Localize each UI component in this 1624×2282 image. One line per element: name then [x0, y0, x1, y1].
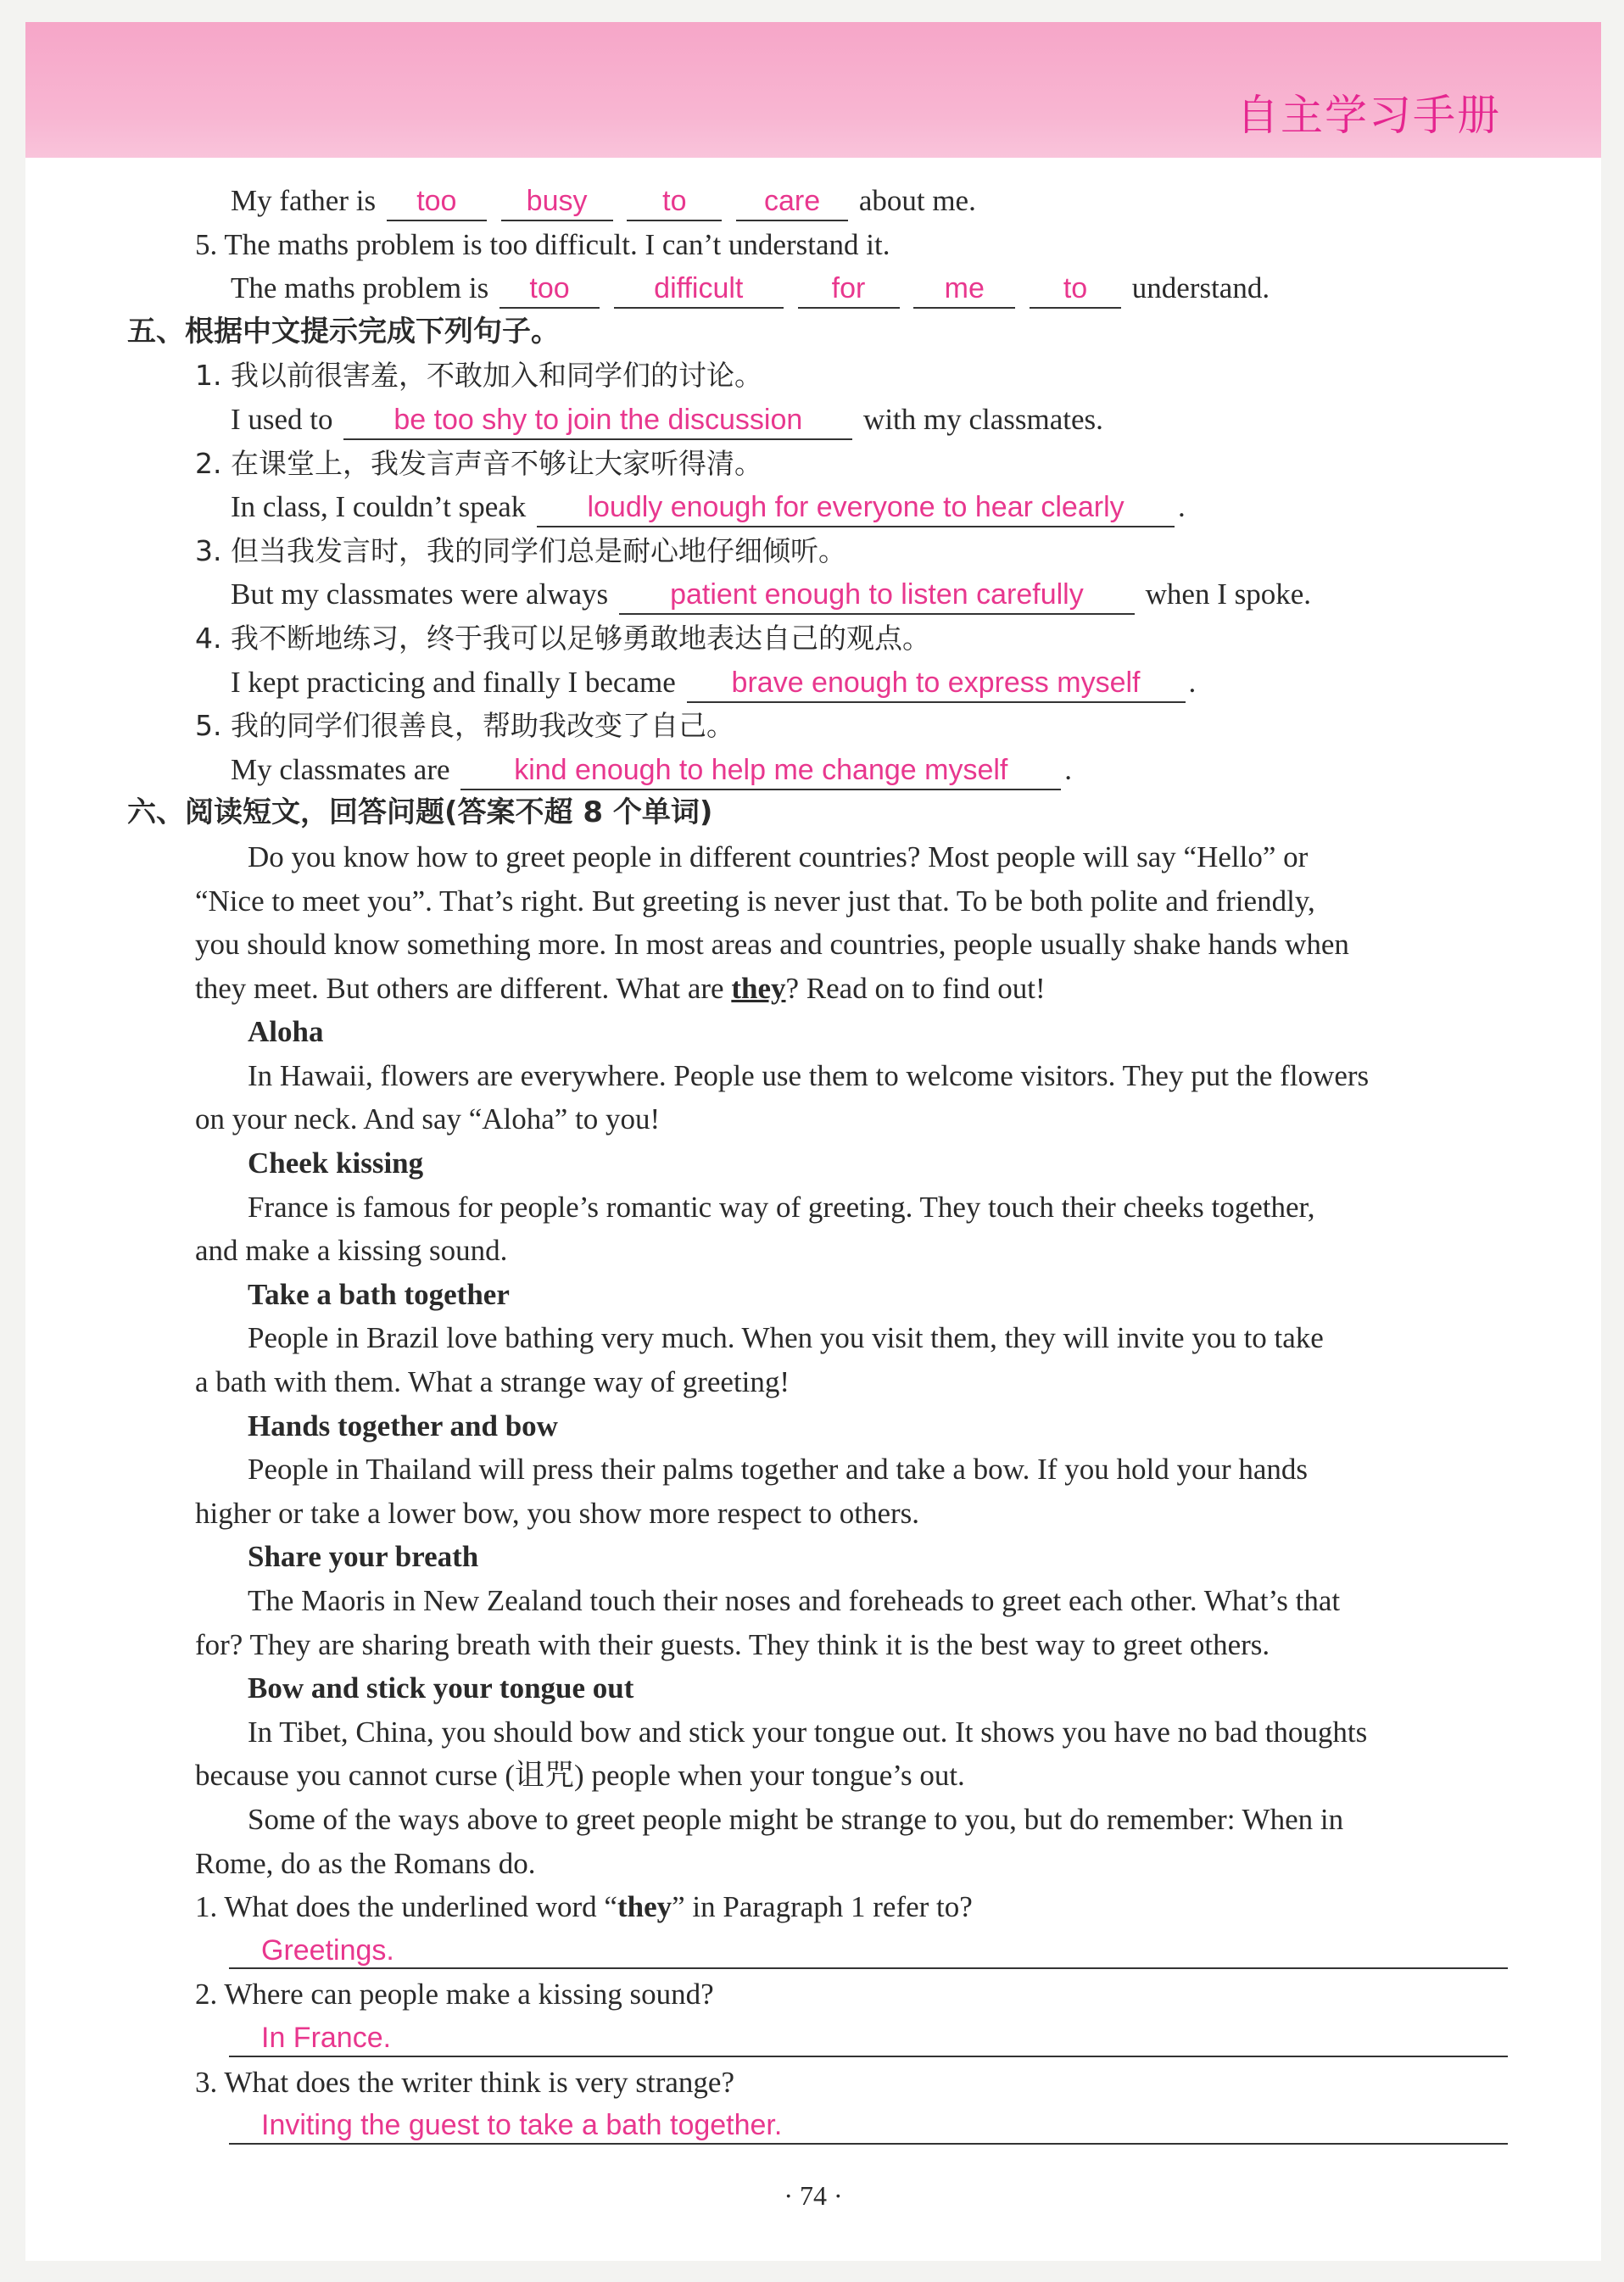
passage-line: In Tibet, China, you should bow and stick your tongue out. It shows you have no bad thoughts: [248, 1715, 1368, 1749]
section-title: 五、根据中文提示完成下列句子。: [127, 314, 560, 349]
page-number: · 74 ·: [784, 2180, 843, 2211]
passage-line: The Maoris in New Zealand touch their noses and foreheads to greet each other. What’s that: [248, 1584, 1341, 1617]
answer-blank: me: [913, 270, 1015, 309]
answer-text: Inviting the guest to take a bath together.: [261, 2109, 783, 2142]
workbook-page: [25, 22, 1601, 2261]
sentence-text: My classmates are: [231, 752, 450, 786]
subheading: Share your breath: [248, 1540, 479, 1574]
question-keyword: they: [617, 1890, 672, 1924]
sentence-line: [25, 398, 1601, 442]
chinese-prompt: 4. 我不断地练习，终于我可以足够勇敢地表达自己的观点。: [195, 621, 930, 655]
answer-blank: loudly enough for everyone to hear clearly: [537, 488, 1175, 527]
answer-blank: patient enough to listen carefully: [619, 576, 1135, 615]
sentence-text: I used to: [231, 402, 333, 436]
passage-line: [25, 967, 1601, 1011]
sentence-text: .: [1178, 490, 1186, 524]
answer-blank: brave enough to express myself: [687, 664, 1186, 703]
passage-line: In Hawaii, flowers are everywhere. People use them to welcome visitors. They put the flowers: [248, 1058, 1370, 1092]
answer-text: In France.: [261, 2021, 392, 2054]
question-line: 5. The maths problem is too difficult. I can’t understand it.: [195, 227, 890, 261]
sentence-text: understand.: [1131, 271, 1270, 305]
answer-line: [25, 1929, 1601, 1973]
passage-text: ? Read on to find out!: [785, 971, 1046, 1005]
sentence-line: [25, 485, 1601, 529]
passage-line: for? They are sharing breath with their guests. They think it is the best way to greet others.: [195, 1627, 1270, 1661]
sentence-text: The maths problem is: [231, 271, 489, 305]
sentence-line: [25, 572, 1601, 617]
subheading: Bow and stick your tongue out: [248, 1671, 634, 1705]
sentence-text: I kept practicing and finally I became: [231, 665, 676, 699]
answer-text: Greetings.: [261, 1933, 394, 1967]
sentence-text: But my classmates were always: [231, 577, 609, 611]
passage-line: a bath with them. What a strange way of greeting!: [195, 1365, 790, 1399]
subheading: Take a bath together: [248, 1277, 510, 1311]
answer-rule: [229, 2056, 1508, 2057]
passage-line: you should know something more. In most areas and countries, people usually shake hands when: [195, 928, 1349, 962]
passage-line: and make a kissing sound.: [195, 1234, 508, 1268]
section-title: 六、阅读短文，回答问题(答案不超 8 个单词): [127, 795, 713, 830]
subheading: Aloha: [248, 1015, 324, 1049]
sentence-text: with my classmates.: [863, 402, 1103, 436]
answer-rule: [229, 2143, 1508, 2145]
answer-blank: for: [798, 270, 900, 309]
sentence-text: .: [1188, 665, 1197, 699]
answer-line: [25, 2104, 1601, 2148]
passage-line: higher or take a lower bow, you show more respect to others.: [195, 1496, 920, 1530]
sentence-text: about me.: [858, 184, 976, 217]
answer-blank: care: [736, 182, 848, 221]
sentence-text: .: [1064, 752, 1073, 786]
answer-blank: too: [499, 270, 600, 309]
sentence-line: [25, 179, 1601, 223]
underlined-word: they: [731, 971, 786, 1005]
question-line: 2. Where can people make a kissing sound?: [195, 1978, 714, 2011]
question-text: 1. What does the underlined word “: [195, 1890, 617, 1924]
chinese-prompt: 5. 我的同学们很善良，帮助我改变了自己。: [195, 709, 734, 743]
question-line: [25, 1885, 1601, 1929]
chinese-prompt: 3. 但当我发言时，我的同学们总是耐心地仔细倾听。: [195, 533, 846, 567]
passage-line: Some of the ways above to greet people might be strange to you, but do remember: When in: [248, 1802, 1344, 1836]
answer-blank: busy: [501, 182, 613, 221]
passage-line: People in Thailand will press their palms together and take a bow. If you hold your hands: [248, 1453, 1309, 1487]
chinese-prompt: 2. 在课堂上，我发言声音不够让大家听得清。: [195, 446, 762, 480]
sentence-line: [25, 266, 1601, 310]
answer-blank: too: [387, 182, 487, 221]
subheading: Cheek kissing: [248, 1147, 424, 1180]
chinese-prompt: 1. 我以前很害羞，不敢加入和同学们的讨论。: [195, 359, 762, 393]
passage-line: on your neck. And say “Aloha” to you!: [195, 1102, 661, 1136]
page-content: [25, 179, 1601, 2148]
answer-blank: to: [1030, 270, 1121, 309]
sentence-text: My father is: [231, 184, 377, 217]
answer-blank: to: [627, 182, 722, 221]
question-text: ” in Paragraph 1 refer to?: [672, 1890, 973, 1924]
answer-line: [25, 2017, 1601, 2061]
header-title: 自主学习手册: [1236, 91, 1501, 140]
passage-line: France is famous for people’s romantic way of greeting. They touch their cheeks together,: [248, 1190, 1315, 1224]
passage-line: “Nice to meet you”. That’s right. But greeting is never just that. To be both polite and friendly,: [195, 884, 1315, 918]
answer-blank: kind enough to help me change myself: [460, 751, 1061, 790]
answer-blank: difficult: [614, 270, 784, 309]
sentence-line: [25, 748, 1601, 792]
passage-line: because you cannot curse (诅咒) people when your tongue’s out.: [195, 1759, 965, 1793]
answer-rule: [229, 1967, 1508, 1969]
answer-blank: be too shy to join the discussion: [343, 401, 852, 440]
sentence-text: In class, I couldn’t speak: [231, 490, 527, 524]
passage-line: People in Brazil love bathing very much. When you visit them, they will invite you to take: [248, 1321, 1324, 1355]
subheading: Hands together and bow: [248, 1409, 558, 1442]
header-band: [25, 22, 1601, 158]
passage-line: Rome, do as the Romans do.: [195, 1846, 536, 1880]
sentence-text: when I spoke.: [1145, 577, 1312, 611]
sentence-line: [25, 661, 1601, 705]
passage-line: Do you know how to greet people in different countries? Most people will say “Hello” or: [248, 840, 1309, 873]
question-line: 3. What does the writer think is very strange?: [195, 2065, 734, 2099]
passage-text: they meet. But others are different. What are: [195, 971, 724, 1005]
